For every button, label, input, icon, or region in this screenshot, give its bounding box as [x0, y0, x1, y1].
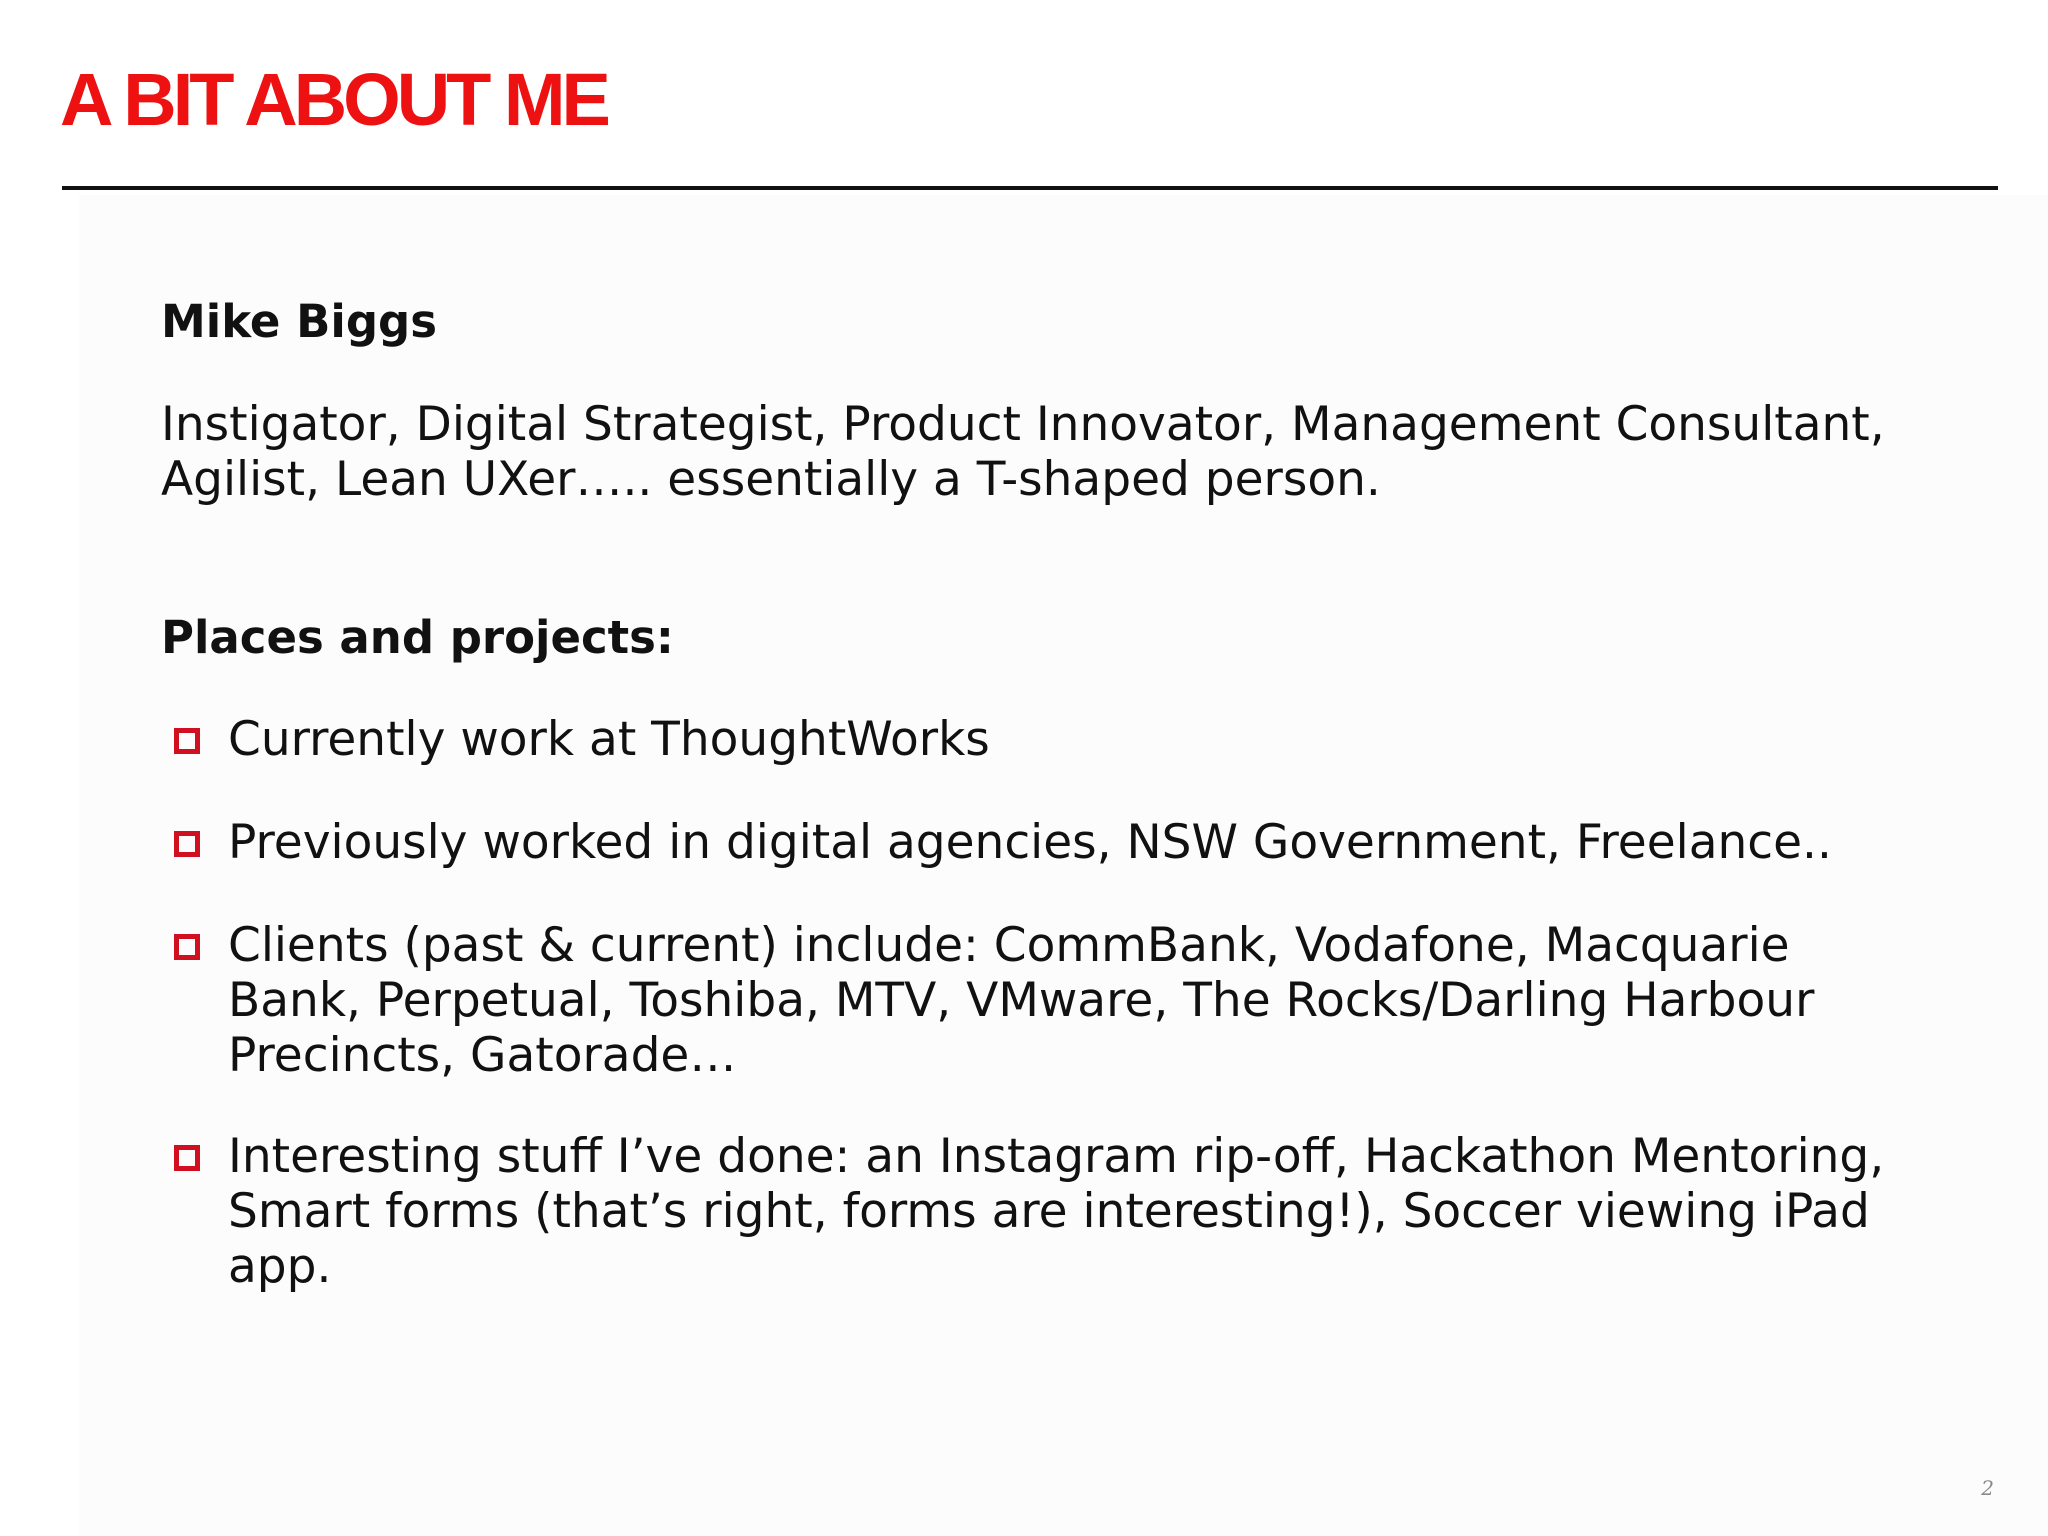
- checkbox-bullet-icon: [174, 1145, 200, 1171]
- list-item-text: Currently work at ThoughtWorks: [228, 712, 990, 767]
- list-item: [174, 712, 1934, 767]
- presenter-roles: Instigator, Digital Strategist, Product Innovator, Management Consultant, Agilist, Lean UXer….. essentially a T-shaped person.: [161, 397, 1885, 507]
- presenter-name: Mike Biggs: [161, 295, 438, 348]
- list-item: [174, 815, 1934, 870]
- list-item-text: Previously worked in digital agencies, NSW Government, Freelance..: [228, 815, 1832, 870]
- checkbox-bullet-icon: [174, 831, 200, 857]
- list-item-text: Clients (past & current) include: CommBank, Vodafone, Macquarie Bank, Perpetual, Toshiba, MTV, VMware, The Rocks/Darling Harbour Precincts, Gatorade…: [228, 918, 1815, 1083]
- list-item: [174, 918, 1934, 1083]
- page-number: 2: [1981, 1476, 1994, 1500]
- title-divider: [62, 186, 1998, 190]
- list-item: [174, 1129, 1934, 1294]
- list-item-text: Interesting stuff I’ve done: an Instagram rip-off, Hackathon Mentoring, Smart forms (that’s right, forms are interesting!), Soccer viewing iPad app.: [228, 1129, 1885, 1294]
- places-heading: Places and projects:: [161, 611, 674, 664]
- slide-title: A BIT ABOUT ME: [60, 58, 607, 141]
- checkbox-bullet-icon: [174, 728, 200, 754]
- checkbox-bullet-icon: [174, 934, 200, 960]
